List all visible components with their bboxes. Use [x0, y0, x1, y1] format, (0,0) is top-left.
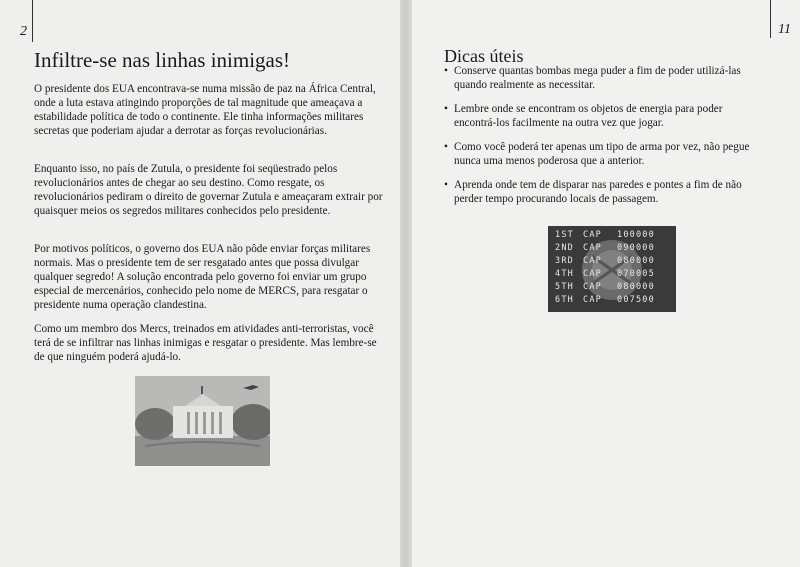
tips-title: Dicas úteis — [444, 46, 524, 66]
page-number-left: 2 — [20, 24, 27, 39]
tip-item — [444, 102, 764, 130]
score-row — [555, 269, 655, 281]
score-value: 007500 — [617, 295, 655, 305]
score-value: 090000 — [617, 243, 655, 253]
score-rank: 1ST — [555, 230, 574, 240]
score-name: CAP — [583, 295, 602, 305]
story-paragraph-1: O presidente dos EUA encontrava-se numa missão de paz na África Central, onde a luta estava atingindo proporções de tal magnitude que ameaçava a estabilidade política de todo o continente. Ele tinha informações militares secretas que poderiam ajudar a derrotar as forças revolucionárias. — [34, 83, 376, 137]
header-rule-right — [770, 0, 771, 38]
tip-item — [444, 64, 764, 92]
score-rank: 3RD — [555, 256, 574, 266]
tip-text: Lembre onde se encontram os objetos de energia para poder encontrá-los facilmente na outra vez que jogar. — [454, 103, 723, 129]
high-score-screenshot — [548, 226, 676, 312]
white-house-illustration — [135, 376, 270, 466]
bullet-icon: • — [444, 179, 448, 191]
score-name: CAP — [583, 243, 602, 253]
score-value: 100000 — [617, 230, 655, 240]
tip-text: Como você poderá ter apenas um tipo de arma por vez, não pegue nunca uma menos poderosa que a anterior. — [454, 141, 750, 167]
tip-item — [444, 140, 764, 168]
score-value: 070005 — [617, 269, 655, 279]
score-name: CAP — [583, 269, 602, 279]
tips-list — [444, 64, 764, 216]
score-row — [555, 243, 655, 255]
story-paragraph-3: Por motivos políticos, o governo dos EUA não pôde enviar forças militares normais. Mas o presidente tem de ser resgatado antes que possa divulgar qualquer segredo! A solução encontrada pelo governo foi enviar um grupo especial de mercenários, conhecido pelo nome de MERCS, para resgatar o presidente numa operação clandestina. — [34, 243, 371, 311]
page-title: Infiltre-se nas linhas inimigas! — [34, 48, 291, 72]
page-number-right: 11 — [778, 22, 791, 37]
score-row — [555, 256, 655, 268]
score-rank: 6TH — [555, 295, 574, 305]
header-rule-left — [32, 0, 33, 42]
score-row — [555, 230, 655, 242]
score-row — [555, 282, 655, 294]
bullet-icon: • — [444, 65, 448, 77]
page-gutter — [400, 0, 412, 567]
score-rank: 2ND — [555, 243, 574, 253]
bullet-icon: • — [444, 141, 448, 153]
bullet-icon: • — [444, 103, 448, 115]
tip-text: Conserve quantas bombas mega puder a fim de poder utilizá-las quando realmente as necessitar. — [454, 65, 741, 91]
score-value: 080000 — [617, 282, 655, 292]
tip-text: Aprenda onde tem de disparar nas paredes e pontes a fim de não perder tempo procurando locais de passagem. — [454, 179, 742, 205]
score-name: CAP — [583, 282, 602, 292]
score-value: 080000 — [617, 256, 655, 266]
story-paragraph-4: Como um membro dos Mercs, treinados em atividades anti-terroristas, você terá de se infiltrar nas linhas inimigas e resgatar o presidente. Mas lembre-se de que ninguém poderá ajudá-lo. — [34, 323, 377, 363]
story-paragraph-2: Enquanto isso, no país de Zutula, o presidente foi seqüestrado pelos revolucionários antes de chegar ao seu destino. Como resgate, os revolucionários pediram o direito de governar Zutula e ameaçaram extrair por quaisquer meios os segredos militares conhecidos pelo presidente. — [34, 163, 383, 217]
score-rank: 4TH — [555, 269, 574, 279]
score-row — [555, 295, 655, 307]
score-name: CAP — [583, 256, 602, 266]
tip-item — [444, 178, 764, 206]
score-rank: 5TH — [555, 282, 574, 292]
score-name: CAP — [583, 230, 602, 240]
